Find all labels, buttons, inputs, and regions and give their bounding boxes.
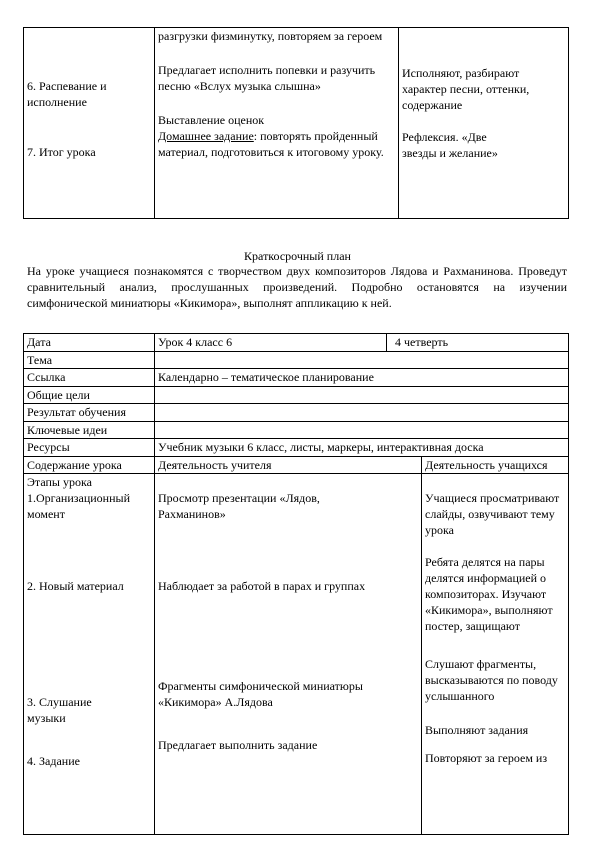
stage-6-label: 6. Распевание и исполнение xyxy=(27,79,107,109)
stage-column xyxy=(24,28,155,219)
homework-block xyxy=(158,128,393,160)
stage-3-teacher: Фрагменты симфонической миниатюры «Кикимора» А.Лядова xyxy=(158,679,363,709)
table-row xyxy=(24,421,569,439)
intro-paragraph: На уроке учащиеся познакомятся с творчеством двух композиторов Лядова и Рахманинова. Проведут сравнительный анализ, прослушанных произведений. Подробно остановятся на изучении симфонической миниатюры «Кикимора», выполнят аппликацию к ней. xyxy=(27,264,567,310)
table-row xyxy=(24,456,569,474)
result-label: Результат обучения xyxy=(24,404,155,422)
key-ideas-value xyxy=(155,421,569,439)
table-row xyxy=(24,474,569,835)
link-label: Ссылка xyxy=(24,369,155,387)
table-row xyxy=(24,28,569,219)
table-row xyxy=(24,404,569,422)
homework-label: Домашнее задание xyxy=(158,129,254,143)
stage-4-students: Выполняют задания xyxy=(425,723,529,737)
teacher-column xyxy=(155,28,399,219)
students-column xyxy=(399,28,569,219)
homework-text: : повторять пройденный материал, подготовиться к итоговому уроку. xyxy=(158,129,384,159)
continuation-table xyxy=(23,27,569,219)
teacher-text-b: Предлагает исполнить попевки и разучить песню «Вслух музыка слышна» xyxy=(158,63,376,93)
plan-heading: Краткосрочный план xyxy=(244,249,351,263)
date-label: Дата xyxy=(24,334,155,352)
stage-2-students: Ребята делятся на пары делятся информацией о композиторах. Изучают «Кикимора», выполняют постер, защищают xyxy=(425,555,553,633)
table-row xyxy=(24,351,569,369)
resources-label: Ресурсы xyxy=(24,439,155,457)
result-value xyxy=(155,404,569,422)
quarter-cell: 4 четверть xyxy=(387,334,569,352)
stage-7-label: 7. Итог урока xyxy=(27,145,96,159)
header-students: Деятельность учащихся xyxy=(422,456,569,474)
plan-table xyxy=(23,333,569,835)
stage-1-teacher: Просмотр презентации «Лядов, Рахманинов» xyxy=(158,491,320,521)
table-row xyxy=(24,439,569,457)
header-content: Содержание урока xyxy=(24,456,155,474)
teacher-text-c: Выставление оценок xyxy=(158,113,265,127)
stage-4-teacher: Предлагает выполнить задание xyxy=(158,738,318,752)
header-teacher: Деятельность учителя xyxy=(155,456,422,474)
stages-column xyxy=(24,474,155,835)
stage-2-name: 2. Новый материал xyxy=(27,579,124,593)
student-activities-column xyxy=(422,474,569,835)
stage-3-students: Слушают фрагменты, высказываются по поводу услышанного xyxy=(425,657,558,703)
theme-value xyxy=(155,351,569,369)
resources-value: Учебник музыки 6 класс, листы, маркеры, интерактивная доска xyxy=(155,439,569,457)
stage-1-name: 1.Организационный момент xyxy=(27,491,130,521)
stage-3-name: 3. Слушание музыки xyxy=(27,695,92,725)
goals-label: Общие цели xyxy=(24,386,155,404)
table-row xyxy=(24,386,569,404)
table-row xyxy=(24,369,569,387)
key-ideas-label: Ключевые идеи xyxy=(24,421,155,439)
table-row xyxy=(24,334,569,352)
stage-5-students: Повторяют за героем из xyxy=(425,751,548,765)
link-value: Календарно – тематическое планирование xyxy=(155,369,569,387)
stage-1-students: Учащиеся просматривают слайды, озвучивают тему урока xyxy=(425,491,560,537)
theme-label: Тема xyxy=(24,351,155,369)
students-text-a: Исполняют, разбирают характер песни, оттенки, содержание xyxy=(402,66,530,112)
students-text-b: Рефлексия. «Две звезды и желание» xyxy=(402,130,498,160)
lesson-cell: Урок 4 класс 6 xyxy=(155,334,387,352)
goals-value xyxy=(155,386,569,404)
stage-2-teacher: Наблюдает за работой в парах и группах xyxy=(158,579,366,593)
teacher-text-a: разгрузки физминутку, повторяем за героем xyxy=(158,29,383,43)
teacher-activities-column xyxy=(155,474,422,835)
stage-4-name: 4. Задание xyxy=(27,754,80,768)
stages-label: Этапы урока xyxy=(27,475,92,489)
